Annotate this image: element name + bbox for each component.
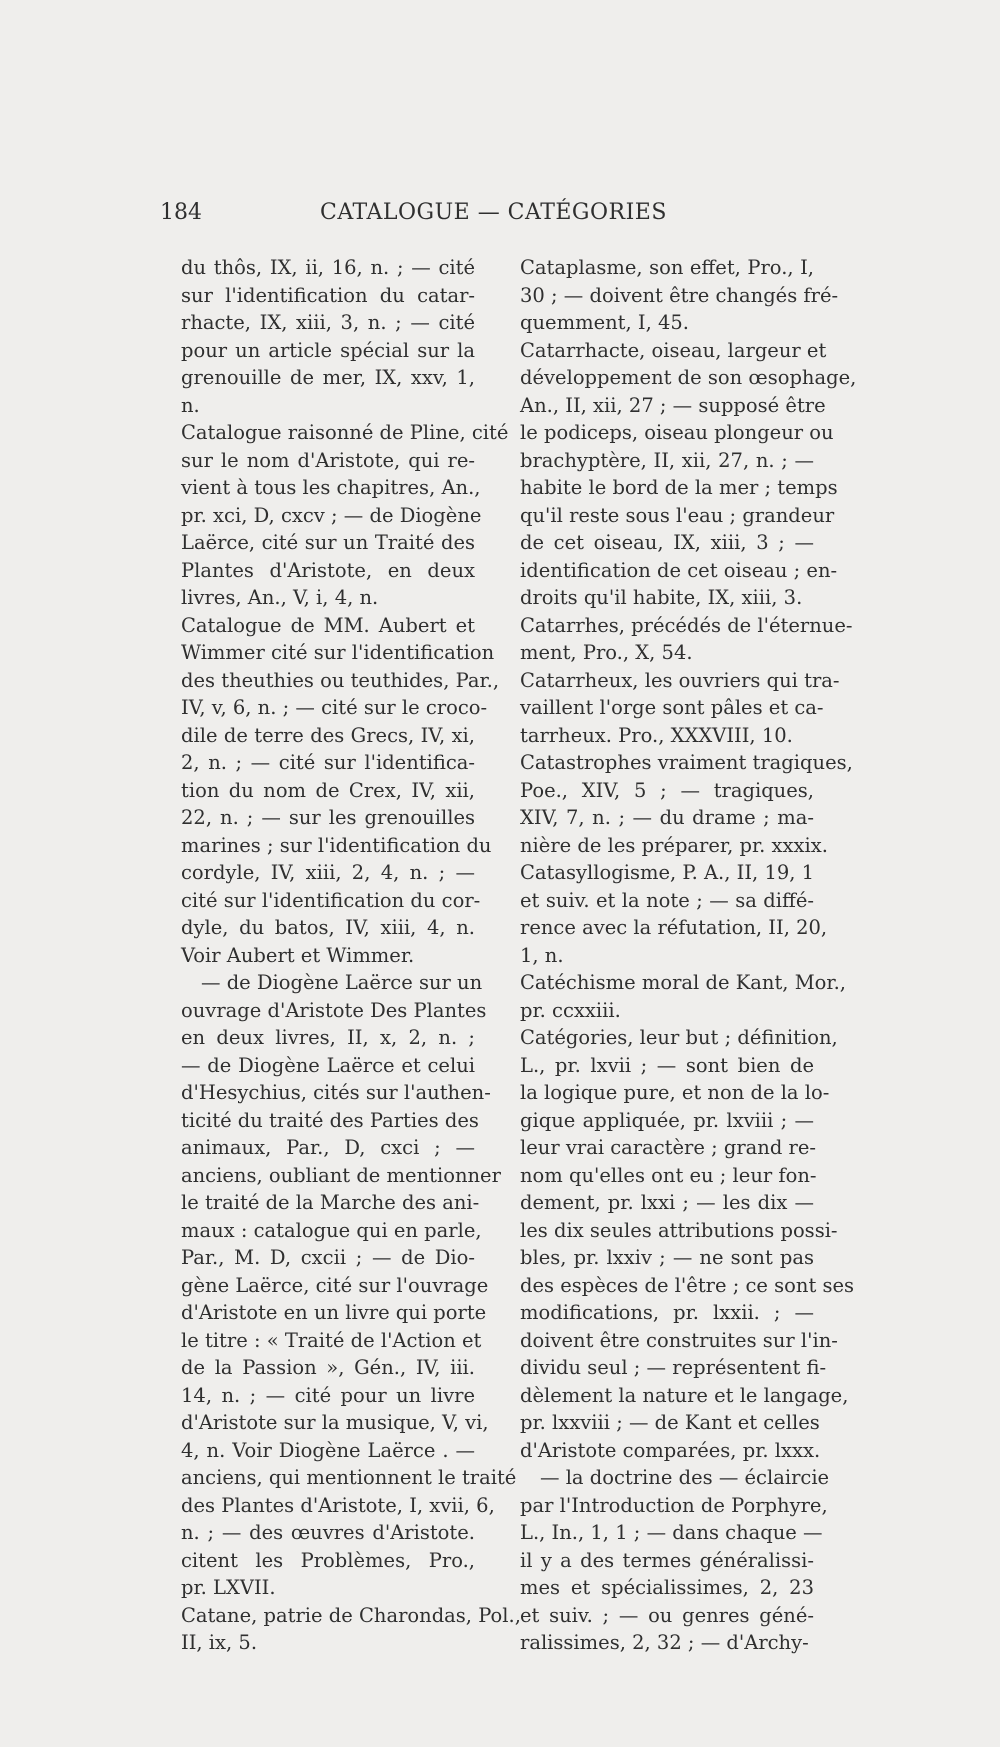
index-line: ticité du traité des Parties des: [181, 1108, 479, 1132]
index-line: tion du nom de Crex, IV, xii,: [181, 778, 475, 802]
index-line: brachyptère, II, xii, 27, n. ; —: [520, 448, 814, 472]
index-line: dèlement la nature et le langage,: [520, 1383, 849, 1407]
index-line: citent les Problèmes, Pro.,: [181, 1548, 475, 1572]
index-entry-head-line: Catéchisme moral de Kant, Mor.,: [520, 971, 846, 994]
index-line: Poe., XIV, 5 ; — tragiques,: [520, 778, 814, 802]
index-line: 14, n. ; — cité pour un livre: [181, 1383, 475, 1407]
left-column: [181, 254, 521, 1657]
index-entry-head-line: Catarrheux, les ouvriers qui tra-: [520, 668, 840, 692]
index-line: sur le nom d'Aristote, qui re-: [181, 448, 475, 472]
index-line: droits qu'il habite, IX, xiii, 3.: [520, 586, 803, 609]
index-line: dement, pr. lxxi ; — les dix —: [520, 1191, 814, 1214]
index-line: d'Hesychius, cités sur l'authen-: [181, 1081, 491, 1104]
index-line: rence avec la réfutation, II, 20,: [520, 916, 828, 939]
index-line: en deux livres, II, x, 2, n. ;: [181, 1026, 475, 1049]
index-line: n. ; — des œuvres d'Aristote.: [181, 1521, 475, 1544]
index-entry-head-line: Catane, patrie de Charondas, Pol.,: [181, 1603, 521, 1627]
index-line: développement de son œsophage,: [520, 366, 857, 389]
right-column: [520, 254, 857, 1657]
page-number: 184: [160, 200, 202, 225]
index-line: modifications, pr. lxxii. ; —: [520, 1301, 814, 1324]
page-header: [160, 200, 860, 234]
index-line: maux : catalogue qui en parle,: [181, 1218, 482, 1242]
index-line: L., In., 1, 1 ; — dans chaque —: [520, 1521, 823, 1544]
index-entry-head-line: Cataplasme, son effet, Pro., I,: [520, 256, 814, 279]
index-line: IV, v, 6, n. ; — cité sur le croco-: [181, 696, 488, 719]
index-line: des Plantes d'Aristote, I, xvii, 6,: [181, 1493, 495, 1517]
index-line: rhacte, IX, xiii, 3, n. ; — cité: [181, 311, 475, 334]
index-line: gène Laërce, cité sur l'ouvrage: [181, 1273, 489, 1297]
index-line: et suiv. et la note ; — sa diffé-: [520, 888, 814, 912]
index-line: — la doctrine des — éclaircie: [540, 1466, 830, 1489]
index-line: pr. lxxviii ; — de Kant et celles: [520, 1411, 820, 1434]
index-line: Voir Aubert et Wimmer.: [181, 943, 415, 967]
index-line: pour un article spécial sur la: [181, 338, 475, 362]
index-line: cordyle, IV, xiii, 2, 4, n. ; —: [181, 861, 475, 884]
index-line: pr. xci, D, cxcv ; — de Diogène: [181, 503, 482, 527]
index-line: le titre : « Traité de l'Action et: [181, 1328, 482, 1352]
index-entry-head-line: Catalogue raisonné de Pline, cité: [181, 421, 509, 444]
index-line: les dix seules attributions possi-: [520, 1218, 838, 1242]
index-line: cité sur l'identification du cor-: [181, 888, 481, 912]
index-line: Par., M. D, cxcii ; — de Dio-: [181, 1246, 475, 1269]
index-line: du thôs, IX, ii, 16, n. ; — cité: [181, 256, 475, 279]
index-line: marines ; sur l'identification du: [181, 833, 492, 857]
index-line: d'Aristote en un livre qui porte: [181, 1301, 487, 1324]
index-line: leur vrai caractère ; grand re-: [520, 1136, 816, 1159]
index-line: vaillent l'orge sont pâles et ca-: [520, 696, 824, 719]
index-line: animaux, Par., D, cxci ; —: [181, 1136, 475, 1159]
index-line: grenouille de mer, IX, xxv, 1,: [181, 366, 475, 389]
index-line: des theuthies ou teuthides, Par.,: [181, 668, 500, 692]
index-line: An., II, xii, 27 ; — supposé être: [520, 393, 826, 417]
index-line: le traité de la Marche des ani-: [181, 1191, 480, 1214]
index-line: qu'il reste sous l'eau ; grandeur: [520, 503, 835, 527]
index-line: gique appliquée, pr. lxviii ; —: [520, 1108, 814, 1132]
index-line: — de Diogène Laërce sur un: [201, 971, 483, 994]
index-entry-head-line: Catarrhes, précédés de l'éternue-: [520, 613, 853, 637]
index-line: anciens, qui mentionnent le traité: [181, 1466, 517, 1489]
index-entry-head-line: Catastrophes vraiment tragiques,: [520, 751, 853, 774]
index-line: ralissimes, 2, 32 ; — d'Archy-: [520, 1631, 809, 1654]
index-line: ment, Pro., X, 54.: [520, 641, 693, 664]
index-line: n.: [181, 393, 200, 417]
index-line: quemment, I, 45.: [520, 311, 690, 334]
index-line: L., pr. lxvii ; — sont bien de: [520, 1053, 814, 1077]
index-line: habite le bord de la mer ; temps: [520, 476, 838, 499]
running-head: CATALOGUE — CATÉGORIES: [320, 200, 667, 225]
index-line: des espèces de l'être ; ce sont ses: [520, 1273, 855, 1297]
index-line: identification de cet oiseau ; en-: [520, 558, 838, 582]
index-line: doivent être construites sur l'in-: [520, 1328, 838, 1352]
index-line: il y a des termes généralissi-: [520, 1548, 814, 1572]
index-line: sur l'identification du catar-: [181, 283, 475, 307]
index-entry-head-line: Catalogue de MM. Aubert et: [181, 613, 475, 637]
index-entry-head-line: Catégories, leur but ; définition,: [520, 1026, 838, 1049]
index-line: nière de les préparer, pr. xxxix.: [520, 833, 828, 857]
index-line: par l'Introduction de Porphyre,: [520, 1493, 828, 1517]
index-line: anciens, oubliant de mentionner: [181, 1163, 501, 1187]
index-line: de cet oiseau, IX, xiii, 3 ; —: [520, 531, 814, 554]
index-line: dyle, du batos, IV, xiii, 4, n.: [181, 916, 475, 939]
index-line: XIV, 7, n. ; — du drame ; ma-: [520, 806, 814, 829]
index-line: la logique pure, et non de la lo-: [520, 1081, 830, 1104]
index-line: 30 ; — doivent être changés fré-: [520, 283, 839, 307]
index-line: Laërce, cité sur un Traité des: [181, 531, 475, 554]
index-line: 4, n. Voir Diogène Laërce . —: [181, 1438, 475, 1462]
index-line: 1, n.: [520, 943, 564, 967]
index-line: ouvrage d'Aristote Des Plantes: [181, 998, 487, 1022]
index-line: bles, pr. lxxiv ; — ne sont pas: [520, 1246, 814, 1269]
index-line: 22, n. ; — sur les grenouilles: [181, 806, 475, 829]
index-entry-head-line: Catasyllogisme, P. A., II, 19, 1: [520, 861, 815, 884]
index-entry-head-line: Catarrhacte, oiseau, largeur et: [520, 338, 827, 362]
index-line: pr. LXVII.: [181, 1576, 276, 1599]
index-line: tarrheux. Pro., XXXVIII, 10.: [520, 723, 793, 747]
index-line: Wimmer cité sur l'identification: [181, 641, 495, 664]
index-line: dividu seul ; — représentent fi-: [520, 1356, 827, 1379]
index-line: — de Diogène Laërce et celui: [181, 1053, 475, 1077]
index-line: II, ix, 5.: [181, 1631, 258, 1654]
index-line: livres, An., V, i, 4, n.: [181, 586, 379, 609]
index-line: vient à tous les chapitres, An.,: [181, 476, 481, 499]
index-line: d'Aristote comparées, pr. lxxx.: [520, 1438, 821, 1462]
index-line: Plantes d'Aristote, en deux: [181, 558, 475, 582]
index-line: d'Aristote sur la musique, V, vi,: [181, 1411, 489, 1434]
index-line: de la Passion », Gén., IV, iii.: [181, 1356, 475, 1379]
index-line: 2, n. ; — cité sur l'identifica-: [181, 751, 475, 774]
index-line: dile de terre des Grecs, IV, xi,: [181, 723, 475, 747]
index-line: et suiv. ; — ou genres géné-: [520, 1603, 814, 1627]
index-line: nom qu'elles ont eu ; leur fon-: [520, 1163, 817, 1187]
index-line: pr. ccxxiii.: [520, 998, 621, 1022]
index-line: le podiceps, oiseau plongeur ou: [520, 421, 834, 444]
index-line: mes et spécialissimes, 2, 23: [520, 1576, 814, 1599]
